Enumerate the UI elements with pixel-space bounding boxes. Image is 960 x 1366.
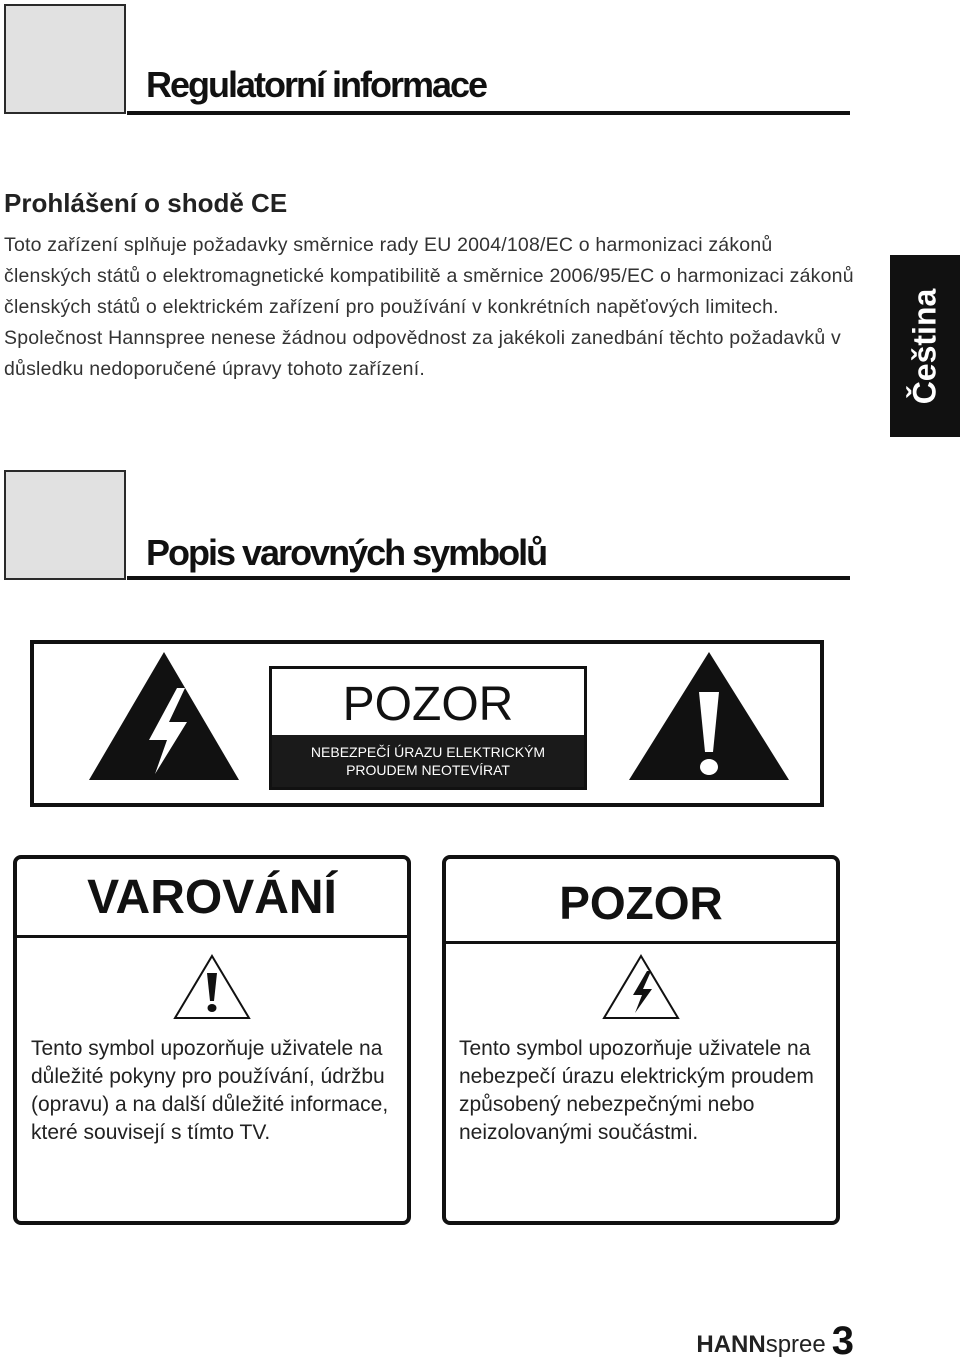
language-label: Čeština bbox=[906, 288, 943, 404]
caution-card-heading: POZOR bbox=[446, 859, 836, 944]
section-marker-box bbox=[4, 470, 126, 580]
brand-rest: spree bbox=[765, 1331, 826, 1358]
lightning-triangle-icon bbox=[601, 953, 681, 1021]
warning-card-heading: VAROVÁNÍ bbox=[17, 859, 407, 938]
section-title-warning-symbols: Popis varovných symbolů bbox=[146, 532, 547, 573]
section-title-rule bbox=[127, 111, 850, 115]
card-icon-wrap bbox=[446, 953, 836, 1021]
warning-card-description: Tento symbol upozorňuje uživatele na důležité pokyny pro používání, údržbu (opravu) a na další důležité informace, které souvisejí s tímto TV. bbox=[31, 1037, 389, 1144]
page-number: 3 bbox=[831, 1319, 854, 1363]
section-title-rule bbox=[127, 576, 850, 580]
exclamation-triangle-icon bbox=[619, 644, 799, 804]
exclamation-triangle-icon bbox=[172, 953, 252, 1021]
ce-declaration-text: Toto zařízení splňuje požadavky směrnice rady EU 2004/108/EC o harmonizaci zákonů členských států o elektromagnetické kompatibilitě a směrnice 2006/95/EC o harmonizaci zákonů členských států o elektrickém zařízení pro používání v konkrétních napěťových limitech. Společnost Hannspree nenese žádnou odpovědnost za jakékoli zanedbání těchto požadavků v důsledku nedoporučené úpravy tohoto zařízení. bbox=[4, 234, 854, 380]
section-title-regulatory: Regulatorní informace bbox=[146, 64, 487, 105]
page-footer bbox=[696, 1321, 854, 1361]
lightning-triangle-icon bbox=[79, 644, 249, 804]
caution-card-description: Tento symbol upozorňuje uživatele na nebezpečí úrazu elektrickým proudem způsobený nebezpečnými nebo neizolovanými součástmi. bbox=[459, 1037, 814, 1144]
brand-bold: HANN bbox=[696, 1331, 766, 1358]
brand-logo bbox=[696, 1331, 825, 1359]
card-icon-wrap bbox=[17, 953, 407, 1021]
ce-declaration-heading: Prohlášení o shodě CE bbox=[4, 188, 288, 218]
caution-label-panel bbox=[30, 640, 824, 807]
warning-symbol-card bbox=[13, 855, 411, 1225]
caution-symbol-card bbox=[442, 855, 840, 1225]
caution-line-2: PROUDEM NEOTEVÍRAT bbox=[346, 762, 510, 778]
caution-label-center bbox=[269, 666, 587, 790]
language-side-tab bbox=[890, 255, 960, 437]
caution-line-1: NEBEZPEČÍ ÚRAZU ELEKTRICKÝM bbox=[310, 744, 546, 760]
caution-warning-band bbox=[272, 735, 584, 787]
caution-title: POZOR bbox=[342, 677, 514, 731]
section-marker-box bbox=[4, 4, 126, 114]
